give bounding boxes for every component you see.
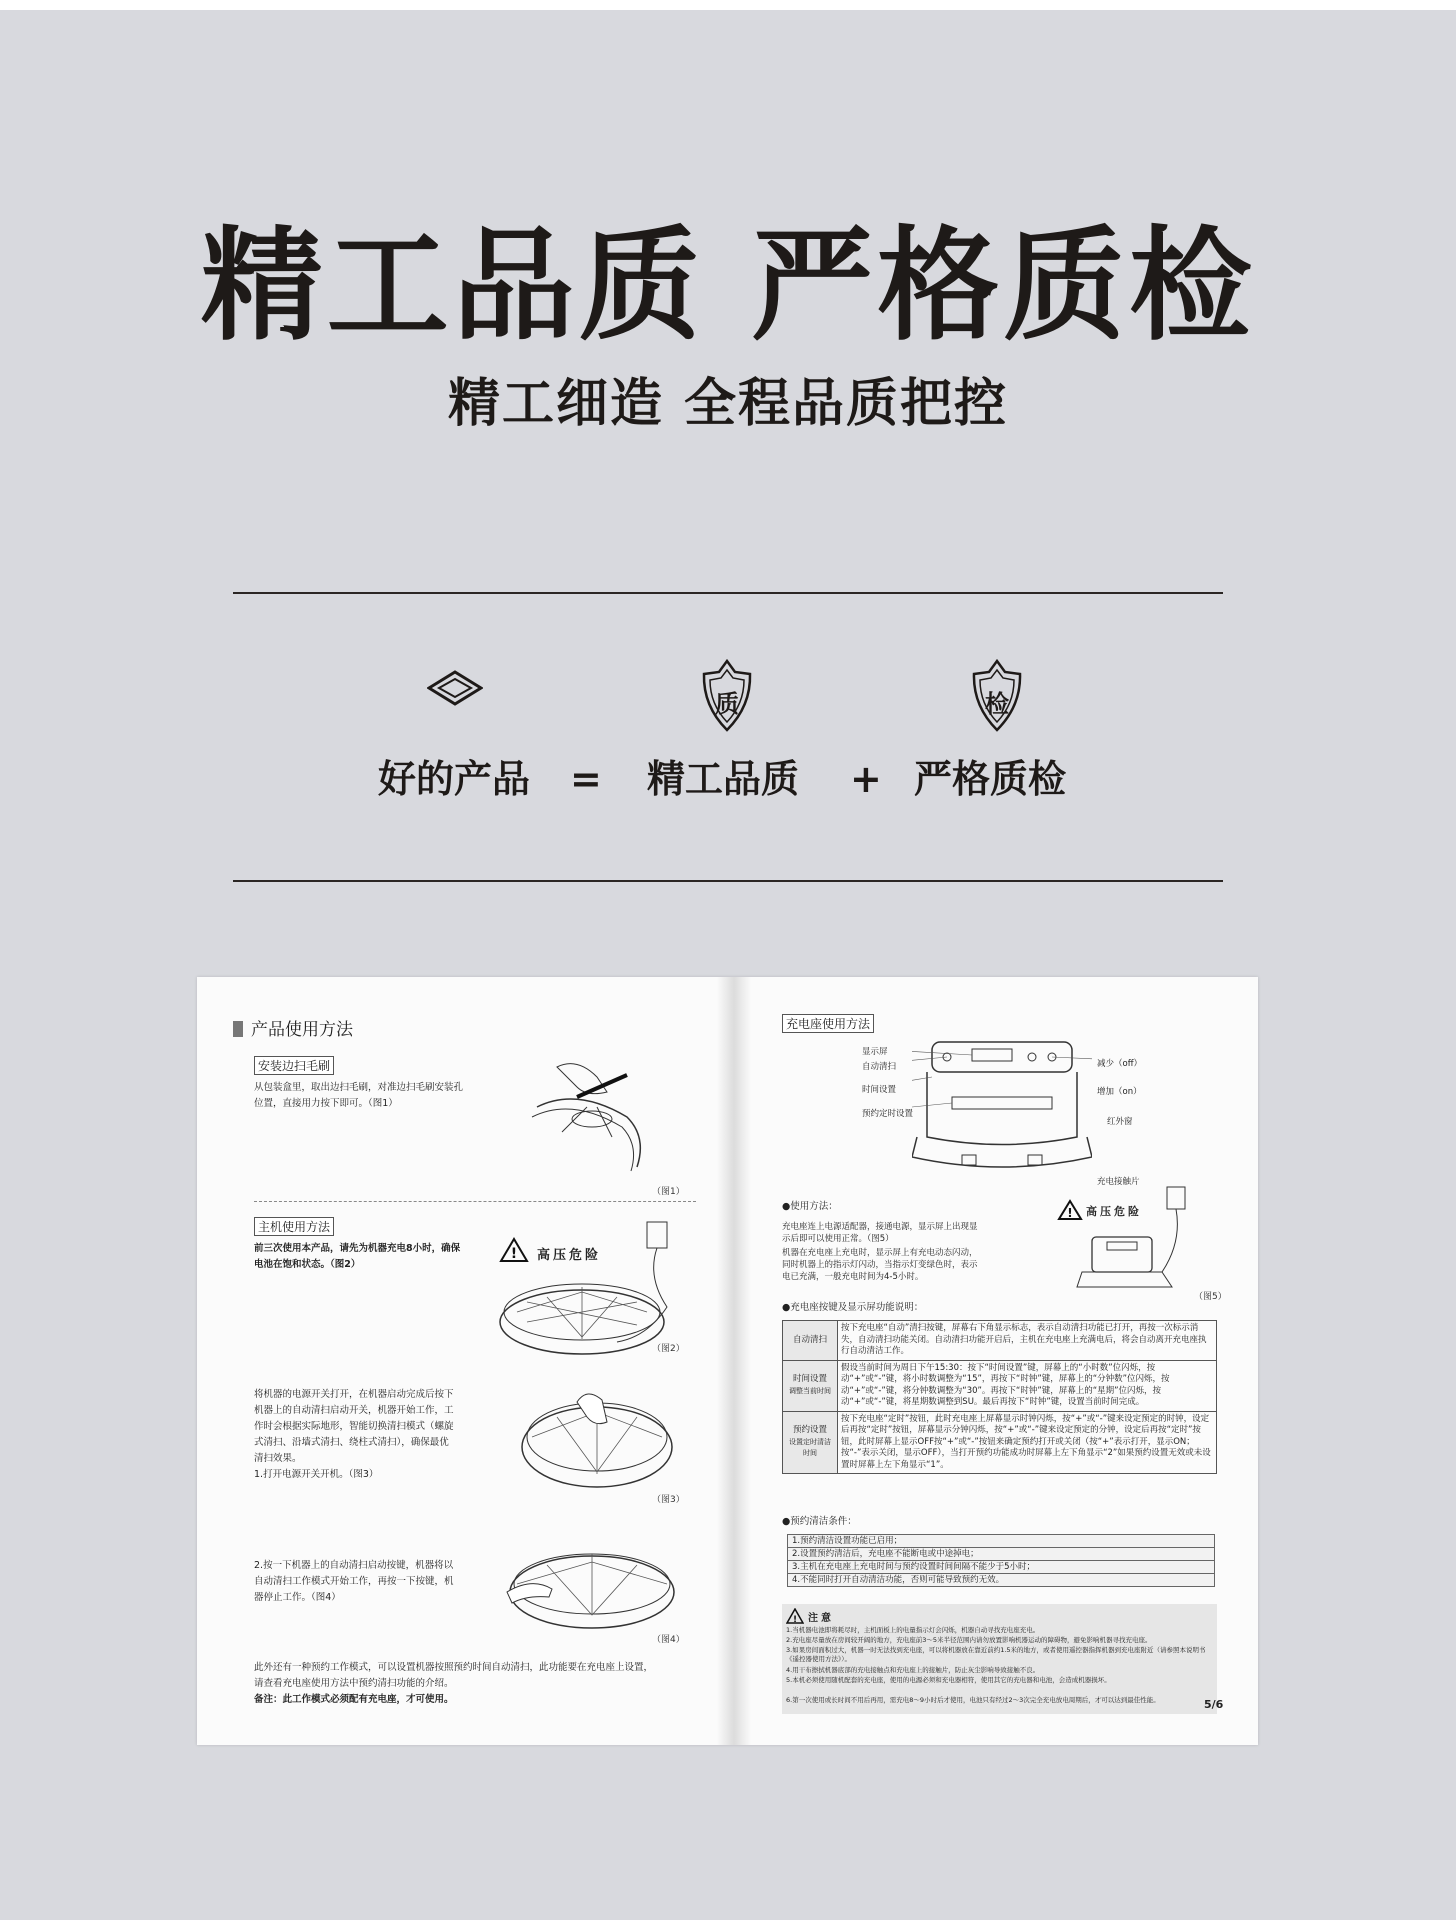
equation-term-inspection: 严格质检 — [914, 757, 1067, 801]
table-key — [783, 1360, 838, 1411]
subheadline: 精工细造 全程品质把控 — [447, 374, 1009, 434]
left-section-title — [233, 1015, 353, 1040]
list-item: 3.主机在充电座上充电时间与预约设置时间间隔不能少于5小时； — [787, 1561, 1215, 1574]
key-schedule: 预约设置 — [792, 1425, 827, 1435]
brush-install-illustration — [517, 1047, 667, 1177]
key-schedule-sub: 设置定时清洁时间 — [789, 1437, 831, 1457]
install-brush-label: 安装边扫毛刷 — [254, 1056, 334, 1075]
notes-box — [782, 1604, 1217, 1714]
list-item: 3.如果房间面积过大，机器一时无法找到充电座，可以将机器放在靠近前约1.5米的地方，或者使用遥控器指挥机器到充电座附近（请参照本说明书《遥控器使用方法》）。 — [786, 1646, 1206, 1663]
power-text-1: 将机器的电源开关打开，在机器启动完成后按下 — [254, 1389, 454, 1400]
power-text-2: 机器上的自动清扫启动开关，机器开始工作，工 — [254, 1405, 454, 1416]
svg-text:!: ! — [792, 1615, 798, 1624]
warning-icon — [786, 1608, 804, 1624]
dock-function-table — [782, 1320, 1217, 1474]
table-desc: 假设当前时间为周日下午15:30：按下“时间设置”键，屏幕上的“小时数”位闪烁，按动“+”或“-”键，将小时数调整为“15”，再按下“时钟”键，屏幕上的“分钟数”位闪烁，按动“+”或“-”键，将分钟数调整为“30”。再按下“时钟”键，屏幕上的“星期”位闪烁，按动“+”或“-”键，将星期数调整到SU。最后再按下“时钟”键，设置当前时间完成。 — [838, 1360, 1217, 1411]
fig1-label: （图1） — [652, 1187, 685, 1197]
callout-ir-window: 红外窗 — [1107, 1117, 1133, 1127]
list-item: 1.当机器电池即将耗尽时，主机面板上的电量指示灯会闪烁，机器自动寻找充电座充电。 — [786, 1626, 1040, 1634]
callout-auto-clean: 自动清扫 — [862, 1062, 897, 1072]
fig3-label: （图3） — [652, 1495, 685, 1505]
manual-spread — [197, 977, 1258, 1745]
left-warning-text: 高压危险 — [537, 1248, 602, 1263]
usage-text-4: 同时机器上的指示灯闪动，当指示灯变绿色时，表示 — [782, 1260, 978, 1270]
robot-power-illustration — [517, 1382, 677, 1502]
diamond-icon — [427, 670, 483, 706]
callout-schedule-set: 预约定时设置 — [862, 1109, 914, 1119]
equation-term-good-product: 好的产品 — [378, 757, 531, 801]
install-text-2: 位置，直接用力按下即可。（图1） — [254, 1098, 398, 1109]
table-key — [783, 1321, 838, 1361]
buttons-heading: ●充电座按键及显示屏功能说明： — [782, 1302, 924, 1313]
table-desc: 按下充电座“自动”清扫按键，屏幕右下角显示标志，表示自动清扫功能已打开，再按一次标示消失，自动清扫功能关闭。自动清扫功能开启后，主机在充电座上充满电后，将会自动离开充电座执行自动清洁工作。 — [838, 1321, 1217, 1361]
callout-contacts: 充电接触片 — [1097, 1177, 1140, 1187]
shield-quality-char: 质 — [715, 690, 739, 718]
main-text-2: 电池在饱和状态。（图2） — [254, 1259, 361, 1270]
usage-text-1: 充电座连上电源适配器，接通电源，显示屏上出现显 — [782, 1222, 978, 1232]
usage-heading: ●使用方法： — [782, 1201, 838, 1212]
notes-title: 注意 — [808, 1613, 834, 1624]
conditions-list — [787, 1534, 1215, 1587]
left-dotted-divider — [254, 1201, 696, 1202]
table-row — [783, 1411, 1217, 1474]
fig2-label: （图2） — [652, 1344, 685, 1354]
usage-text-3: 机器在充电座上充电时，显示屏上有充电动态闪动， — [782, 1248, 978, 1258]
list-item: 5.本机必须使用随机配套的充电座，使用的电源必须和充电器相符，使用其它的充电器和电池，会造成机器损坏。 — [786, 1676, 1111, 1684]
callout-time-set: 时间设置 — [862, 1085, 897, 1095]
top-strip — [0, 0, 1456, 10]
page-number: 5/6 — [1204, 1698, 1224, 1711]
table-key — [783, 1411, 838, 1474]
list-item: 1.预约清洁设置功能已启用； — [787, 1534, 1215, 1548]
manual-left-page — [197, 977, 727, 1745]
shield-icon — [968, 658, 1026, 734]
table-desc: 按下充电座“定时”按钮，此时充电座上屏幕显示时钟闪烁，按“+”或“-”键来设定预定的时钟，设定后再按“定时”按钮，屏幕显示分钟闪烁，按“+”或“-”键来设定预定的分钟，设定后再按“定时”按钮，此时屏幕上显示OFF按“+”或“-”按钮来确定预约打开或关闭（按“+”表示打开，显示ON；按“-”表示关闭，显示OFF），当打开预约功能成功时屏幕上左下角显示“2”如果预约设置无效或未设置时屏幕上左下角显示“1”。 — [838, 1411, 1217, 1474]
equation-equals: = — [570, 757, 602, 801]
robot-button-illustration — [487, 1537, 677, 1647]
conditions-heading: ●预约清洁条件： — [782, 1516, 857, 1527]
key-time-set: 时间设置 — [792, 1374, 827, 1384]
shield-inspect-char: 检 — [985, 690, 1009, 718]
right-section-title: 充电座使用方法 — [782, 1014, 874, 1033]
step2-text-3: 器停止工作。（图4） — [254, 1592, 341, 1603]
main-usage-label: 主机使用方法 — [254, 1217, 334, 1236]
table-row — [783, 1321, 1217, 1361]
install-text-1: 从包装盒里，取出边扫毛刷，对准边扫毛刷安装孔 — [254, 1082, 464, 1093]
headline: 精工品质 严格质检 — [200, 215, 1256, 357]
callout-display: 显示屏 — [862, 1047, 888, 1057]
callout-increase: 增加（on） — [1097, 1087, 1142, 1097]
charging-dock-illustration — [912, 1037, 1092, 1187]
divider-bottom — [233, 880, 1223, 882]
right-warning-text: 高压危险 — [1086, 1205, 1142, 1218]
shield-icon — [698, 658, 756, 734]
equation-term-quality: 精工品质 — [647, 757, 800, 801]
list-item: 4.用干布擦拭机器底部的充电接触点和充电座上的接触片，防止灰尘影响导致接触不良。 — [786, 1666, 1040, 1674]
list-item: 2.充电座尽量放在房间较开阔的地方，充电座前3～5米半径范围内请勿放置影响机器运动的障碍物，避免影响机器寻找充电座。 — [786, 1636, 1152, 1644]
key-time-set-sub: 调整当前时间 — [789, 1386, 831, 1395]
svg-text:!: ! — [510, 1246, 518, 1262]
fig5-label: （图5） — [1194, 1292, 1227, 1302]
table-row — [783, 1360, 1217, 1411]
footer-note: 备注：此工作模式必须配有充电座，才可使用。 — [254, 1694, 454, 1705]
footer-text-1: 此外还有一种预约工作模式，可以设置机器按照预约时间自动清扫，此功能要在充电座上设置， — [254, 1662, 654, 1673]
dock-with-adapter-illustration — [1062, 1182, 1202, 1302]
usage-text-5: 电已充满，一般充电时间为4-5小时。 — [782, 1272, 924, 1282]
list-item: 6.第一次使用或长时间不用后再用，需充电8～9小时后才使用，电池只有经过2～3次完全充电放电周期后，才可以达到最佳性能。 — [786, 1696, 1160, 1704]
power-text-3: 作时会根据实际地形，智能切换清扫模式（螺旋 — [254, 1421, 454, 1432]
callout-decrease: 减少（off） — [1097, 1059, 1143, 1069]
equation-plus: + — [850, 757, 882, 801]
power-text-4: 式清扫、沿墙式清扫、绕柱式清扫），确保最优 — [254, 1437, 449, 1448]
manual-right-page — [742, 977, 1258, 1745]
fig4-label: （图4） — [652, 1635, 685, 1645]
step2-text-1: 2.按一下机器上的自动清扫启动按键，机器将以 — [254, 1560, 454, 1571]
step2-text-2: 自动清扫工作模式开始工作，再按一下按键，机 — [254, 1576, 454, 1587]
list-item: 4.不能同时打开自动清洁功能，否则可能导致预约无效。 — [787, 1574, 1215, 1587]
main-text-1: 前三次使用本产品，请先为机器充电8小时，确保 — [254, 1243, 461, 1254]
power-text-5: 清扫效果。 — [254, 1453, 302, 1464]
left-title-text: 产品使用方法 — [251, 1020, 353, 1040]
key-auto-clean: 自动清扫 — [792, 1334, 827, 1345]
divider-top — [233, 592, 1223, 594]
svg-text:!: ! — [1067, 1206, 1073, 1220]
list-item: 2.设置预约清洁后，充电座不能断电或中途掉电； — [787, 1548, 1215, 1561]
footer-text-2: 请查看充电座使用方法中预约清扫功能的介绍。 — [254, 1678, 454, 1689]
power-text-6: 1.打开电源开关开机。（图3） — [254, 1469, 379, 1480]
usage-text-2: 示后即可以使用正常。（图5） — [782, 1234, 894, 1244]
section-marker — [233, 1021, 243, 1037]
